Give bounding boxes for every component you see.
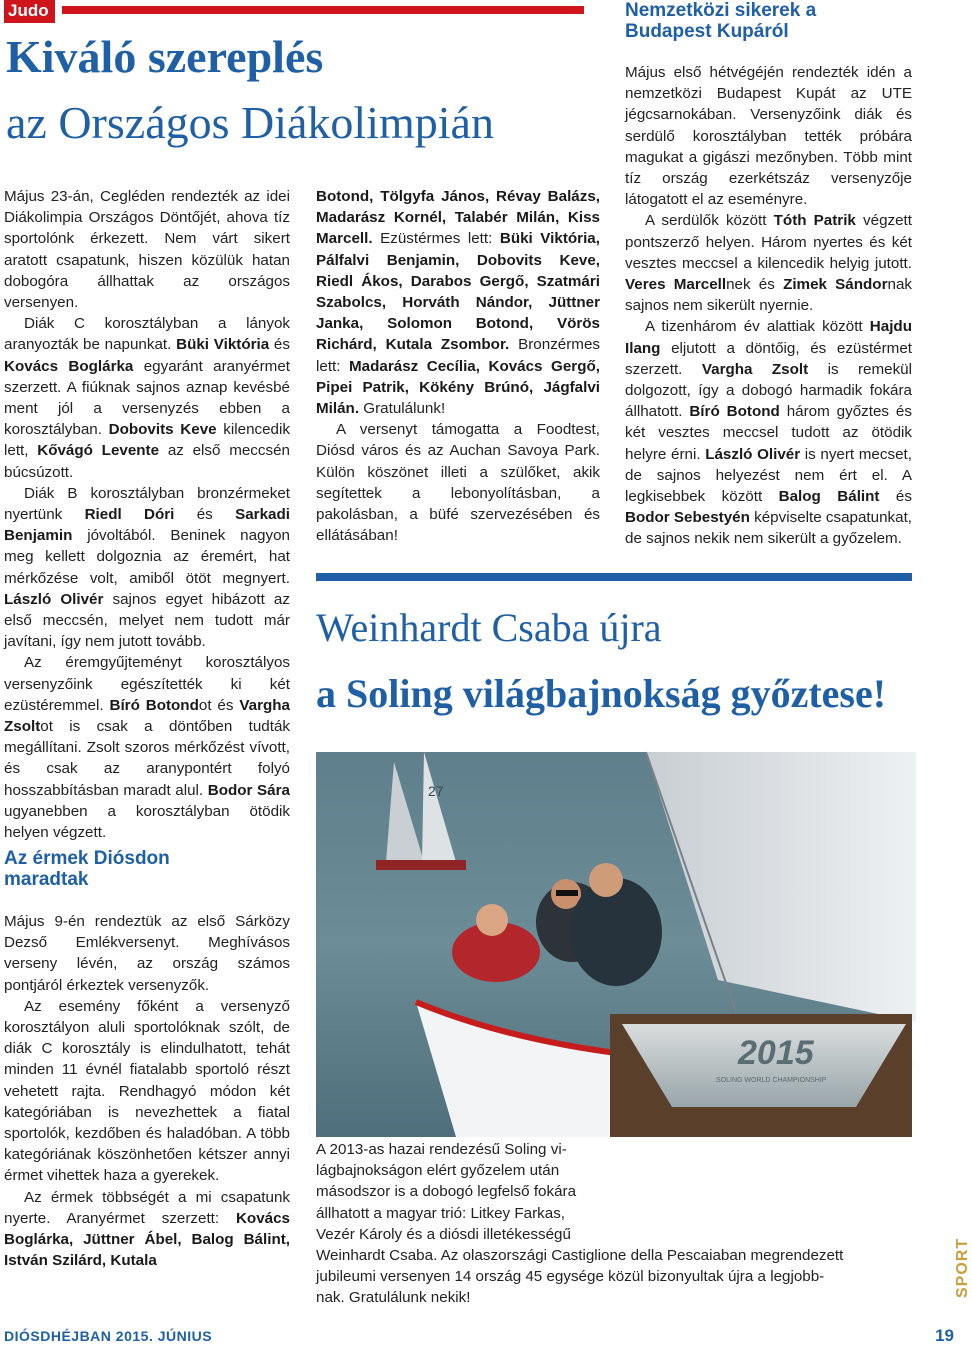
caption-line: Vezér Károly és a diósdi illetékességű xyxy=(316,1225,571,1243)
text: Diák B korosztályban bronzérmeket nyertünk xyxy=(4,484,290,524)
article-column-1 xyxy=(4,186,290,843)
name: Vargha Zsolt xyxy=(4,696,290,736)
side-label-text: SPORT xyxy=(954,1237,971,1298)
text: Az éremgyűjteményt korosztályos versenyzőink egészítették ki két ezüstéremmel. xyxy=(4,654,290,714)
section-divider xyxy=(316,573,912,581)
paragraph xyxy=(4,652,290,843)
text: eljutott a döntőig, és ezüstérmet szerzett. xyxy=(625,339,912,378)
section-tag: Judo xyxy=(4,0,55,23)
publication-footer: DIÓSDHÉJBAN 2015. JÚNIUS xyxy=(4,1328,213,1344)
name: Sarkadi Benjamin xyxy=(4,506,290,545)
name-list: Büki Viktória, Pálfalvi Benjamin, Dobovits Keve, Riedl Ákos, Darabos Gergő, Szatmári Szabolcs, Horváth Nándor, Jüttner Janka, Solomon Botond, Vörös Richárd, Kutala Zsombor. xyxy=(316,230,600,354)
caption-line: jubileumi versenyen 14 ország 45 egysége közül bizonyultak újra a legjobb- xyxy=(316,1268,825,1286)
photo-caption xyxy=(316,1139,912,1309)
text: Gratulálunk! xyxy=(363,400,446,418)
paragraph xyxy=(625,210,912,316)
paragraph xyxy=(4,911,290,996)
text: és xyxy=(895,488,912,506)
text: Május első hétvégéjén rendezték idén a nemzetközi Budapest Kupát az UTE jégcsarnokában. Versenyzőink diák és serdülő korosztályban tették próbára magukat a gigászi mezőnyben. Több mint tíz ország ezerkétszáz versenyzője látogatott el az eseményre. xyxy=(625,64,912,209)
paragraph xyxy=(4,996,290,1187)
text: ot is csak a döntőben tudták megállítani. Zsolt szoros mérkőzést vívott, és csak az aranypontért folyó hosszabbításban maradt alul. xyxy=(4,718,290,799)
text: A serdülők között xyxy=(645,212,767,230)
text: Az érmek többségét a mi csapatunk nyerte. Aranyérmet szerzett: xyxy=(4,1188,290,1227)
text: is remekül dolgozott, így a dobogó harmadik fokára állhatott. xyxy=(625,360,912,421)
side-section-label xyxy=(930,1237,971,1300)
name: Dobovits Keve xyxy=(108,421,217,439)
background-hull xyxy=(376,860,466,870)
text: A tizenhárom év alattiak között xyxy=(645,318,863,336)
section-rule xyxy=(62,6,584,14)
text: képviselte csapatunkat, de sajnos nekik nem sikerült a győzelem. xyxy=(625,509,913,548)
paragraph xyxy=(4,186,290,313)
name: Riedl Dóri xyxy=(84,506,175,524)
paragraph xyxy=(4,313,290,483)
article-title-line2: az Országos Diákolimpián xyxy=(6,97,494,148)
paragraph xyxy=(625,316,912,549)
name: Kovács Boglárka xyxy=(4,357,134,375)
text: egyaránt aranyérmet szerzett. A fiúknak sajnos aznap kevésbé ment jól a versenyzés ebben a korosztályban. xyxy=(4,357,290,439)
caption-line: állhatott a magyar trió: Litkey Farkas, xyxy=(316,1204,566,1222)
text: ot és xyxy=(198,696,234,714)
caption-line: Weinhardt Csaba. Az olaszországi Castiglione della Pescaiaban megrendezett xyxy=(316,1247,844,1265)
name-list: Kovács Boglárka, Jüttner Ábel, Balog Bálint, István Szilárd, Kutala xyxy=(4,1209,290,1270)
text: sajnos egyet hibázott az első meccsén, melyet nem tudott már javítani, így nem jutott tovább. xyxy=(4,590,290,651)
article-column-2 xyxy=(316,186,600,546)
article-column-3 xyxy=(625,62,912,550)
text: ugyanebben a korosztályban ötödik helyen végzett. xyxy=(4,802,290,842)
text: Május 9-én rendeztük az első Sárközy Dezső Emlékversenyt. Meghívásos verseny lévén, az ország számos pontjáról érkeztek versenyzők. xyxy=(4,913,290,994)
text: három győztes és két vesztes meccsel tudott az ötödik helyre érni. xyxy=(625,403,912,463)
name: Bodor Sebestyén xyxy=(625,509,750,527)
text: végzett pontszerző helyen. Három nyertes és két vesztes meccsel a kilencedik helyig jutott. xyxy=(625,212,912,272)
text: Diák C korosztályban a lányok aranyozták be napunkat. xyxy=(4,315,290,354)
sailing-photo xyxy=(316,752,912,1137)
sailing-title-line1: Weinhardt Csaba újra xyxy=(316,605,662,650)
name-list: Botond, Tölgyfa János, Révay Balázs, Madarász Kornél, Talabér Milán, Kiss Marcell. xyxy=(316,188,600,248)
name: Zimek Sándor xyxy=(783,276,888,294)
trophy-year: 2015 xyxy=(738,1034,814,1072)
name: Tóth Patrik xyxy=(773,212,856,230)
text: Bronzérmes lett: xyxy=(316,336,600,375)
text: nek és xyxy=(726,276,775,294)
name: Kővágó Levente xyxy=(37,442,160,460)
article-column-4 xyxy=(4,911,290,1271)
text: Ezüstérmes lett: xyxy=(380,230,493,248)
name: László Olivér xyxy=(705,445,801,463)
name: Veres Marcell xyxy=(625,276,727,294)
name: Büki Viktória xyxy=(176,336,270,354)
paragraph xyxy=(625,62,912,210)
name: Balog Bálint xyxy=(778,488,880,506)
text: nak sajnos nem sikerült nyernie. xyxy=(625,276,912,315)
text: kilencedik lett, xyxy=(4,421,290,460)
paragraph xyxy=(4,1187,290,1272)
paragraph xyxy=(316,419,600,546)
text: Az esemény főként a versenyző korosztályon aluli sportolóknak szólt, de diák C korosztály is elindulhatott, tehát minden 11 évnél fiatalabb sportoló részt vehetett rajta. Rendhagyó módon két kategóriában is nevezhettek a fiatal sportolók, kezdőben és haladóban. A több kategóriának köszönhetően kétszer annyi érmet vihettek haza a gyerekek. xyxy=(4,997,290,1185)
paragraph xyxy=(4,483,290,653)
name: László Olivér xyxy=(4,590,104,608)
article-title-line1: Kiváló szereplés xyxy=(6,31,324,82)
sail-number-label: 27 xyxy=(428,783,444,799)
name: Vargha Zsolt xyxy=(701,360,809,378)
page-number: 19 xyxy=(935,1326,954,1345)
caption-line: A 2013-as hazai rendezésű Soling vi- xyxy=(316,1141,567,1158)
text: és xyxy=(196,506,213,524)
text: az első meccsén búcsúzott. xyxy=(4,442,290,481)
name-list: Madarász Cecília, Kovács Gergő, Pipei Patrik, Kökény Brúnó, Jágfalvi Milán. xyxy=(316,357,600,418)
name: Bodor Sára xyxy=(207,781,290,799)
text: Május 23-án, Cegléden rendezték az idei Diákolimpia Országos Döntőjét, ahova tíz sportolónk érkezett. Nem várt sikert aratott csapatunk, hiszen közülük hatan dobogóra állhattak az országos versenyen. xyxy=(4,188,290,312)
caption-line: másodszor is a dobogó legfelső fokára xyxy=(316,1183,577,1201)
text: jóvoltából. Beninek nagyon meg kellett dolgoznia az éremért, hat mérkőzése volt, amiből ötöt megnyert. xyxy=(4,527,290,587)
name: Bíró Botond xyxy=(689,403,780,421)
text: és xyxy=(273,336,290,354)
name: Bíró Botond xyxy=(109,696,199,714)
caption-line: lágbajnokságon elért győzelem után xyxy=(316,1162,560,1180)
trophy-inscription: SOLING WORLD CHAMPIONSHIP xyxy=(716,1077,827,1084)
subheading-budapest-cup: Nemzetközi sikerek a Budapest Kupáról xyxy=(625,0,817,42)
sailing-title-line2: a Soling világbajnokság győztese! xyxy=(316,671,887,716)
text: A versenyt támogatta a Foodtest, Diósd város és az Auchan Savoya Park. Külön köszönet illeti a szülőket, akik segítettek a lebonyolításban, a pakolásban, a büfé szervezésében és ellátásában! xyxy=(316,421,600,545)
text: is nyert mecset, de sajnos helyezést nem ért el. A legkisebbek között xyxy=(625,445,912,506)
subheading-medals: Az érmek Diósdon maradtak xyxy=(4,848,170,890)
paragraph xyxy=(316,186,600,419)
name: Hajdu Ilang xyxy=(625,318,912,357)
caption-line: nak. Gratulálunk nekik! xyxy=(316,1289,471,1307)
sailing-photo-illustration xyxy=(316,752,912,1137)
